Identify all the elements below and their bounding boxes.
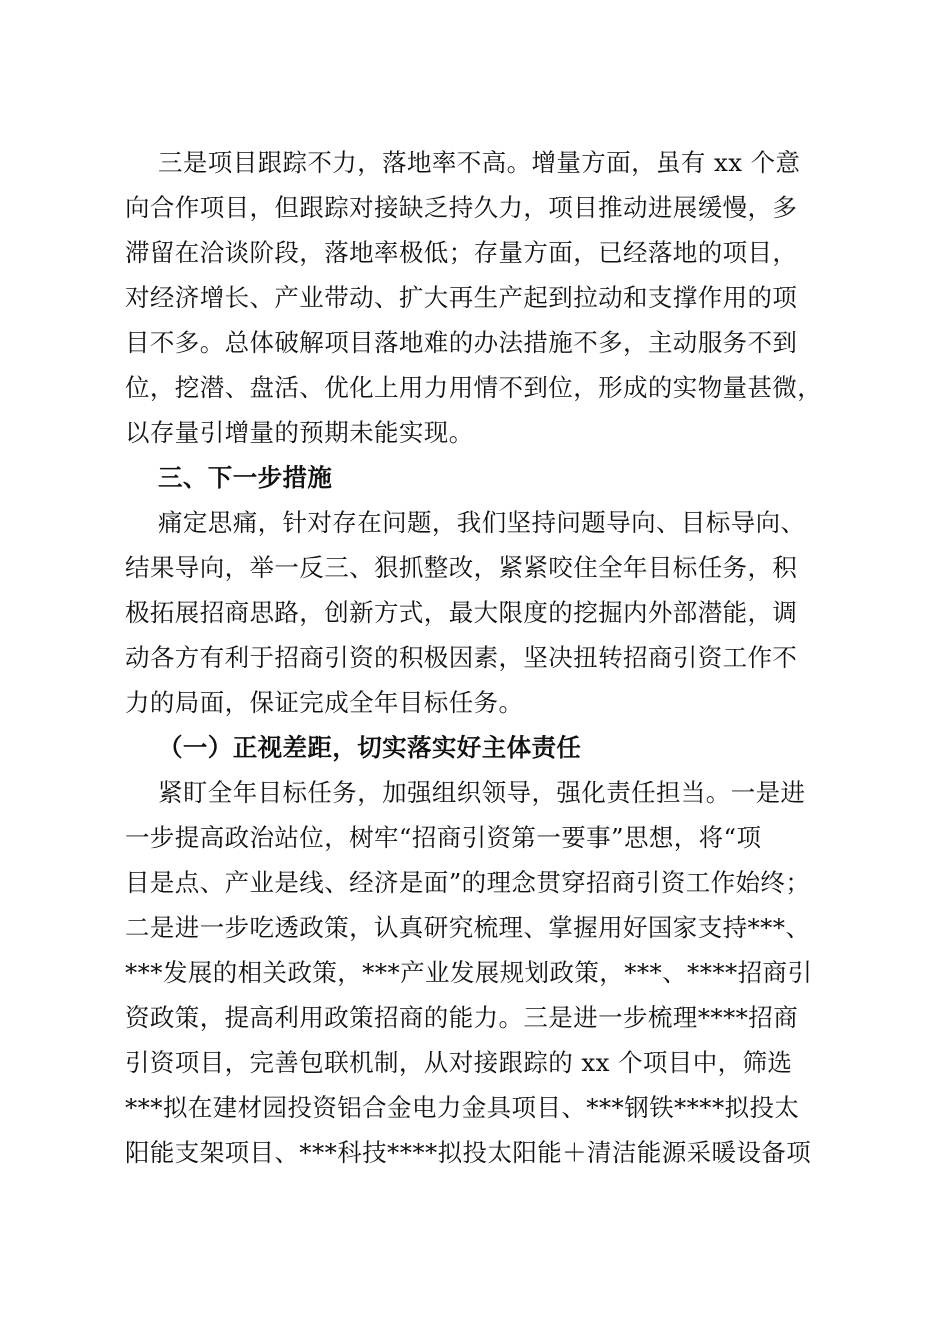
paragraph-3-line-1: 紧盯全年目标任务，加强组织领导，强化责任担当。一是进 xyxy=(158,778,806,807)
paragraph-3-line-5: ***发展的相关政策，***产业发展规划政策，***、****招商引 xyxy=(125,958,813,987)
paragraph-3-line-2: 一步提高政治站位，树牢“招商引资第一要事”思想，将“项 xyxy=(125,823,762,852)
paragraph-2-line-4: 动各方有利于招商引资的积极因素，坚决扭转招商引资工作不 xyxy=(125,643,798,672)
paragraph-1-line-2: 向合作项目，但跟踪对接缺乏持久力，项目推动进展缓慢，多 xyxy=(125,193,798,222)
paragraph-1-line-4: 对经济增长、产业带动、扩大再生产起到拉动和支撑作用的项 xyxy=(125,283,798,312)
section-heading: 三、下一步措施 xyxy=(158,463,333,492)
paragraph-1-line-7: 以存量引增量的预期未能实现。 xyxy=(125,418,474,447)
paragraph-3-line-6: 资政策，提高利用政策招商的能力。三是进一步梳理****招商 xyxy=(125,1003,799,1032)
paragraph-3-line-3: 目是点、产业是线、经济是面”的理念贯穿招商引资工作始终； xyxy=(125,868,811,897)
paragraph-2-line-5: 力的局面，保证完成全年目标任务。 xyxy=(125,688,524,717)
paragraph-3-line-8: ***拟在建材园投资铝合金电力金具项目、***钢铁****拟投太 xyxy=(125,1093,800,1122)
paragraph-1-line-3: 滞留在洽谈阶段，落地率极低；存量方面，已经落地的项目， xyxy=(125,238,798,267)
paragraph-1-line-5: 目不多。总体破解项目落地难的办法措施不多，主动服务不到 xyxy=(125,328,798,357)
paragraph-2-line-1: 痛定思痛，针对存在问题，我们坚持问题导向、目标导向、 xyxy=(158,508,806,537)
paragraph-2-line-3: 极拓展招商思路，创新方式，最大限度的挖掘内外部潜能，调 xyxy=(125,598,798,627)
subsection-heading: （一）正视差距，切实落实好主体责任 xyxy=(158,733,582,762)
paragraph-1-line-1: 三是项目跟踪不力，落地率不高。增量方面，虽有 xx 个意 xyxy=(158,148,801,177)
paragraph-3-line-7: 引资项目，完善包联机制，从对接跟踪的 xx 个项目中，筛选 xyxy=(125,1048,793,1077)
paragraph-1-line-6: 位，挖潜、盘活、优化上用力用情不到位，形成的实物量甚微， xyxy=(125,373,823,402)
paragraph-3-line-4: 二是进一步吃透政策，认真研究梳理、掌握用好国家支持***、 xyxy=(125,913,811,942)
paragraph-2-line-2: 结果导向，举一反三、狠抓整改，紧紧咬住全年目标任务，积 xyxy=(125,553,798,582)
paragraph-3-line-9: 阳能支架项目、***科技****拟投太阳能＋清洁能源采暖设备项 xyxy=(125,1138,812,1167)
